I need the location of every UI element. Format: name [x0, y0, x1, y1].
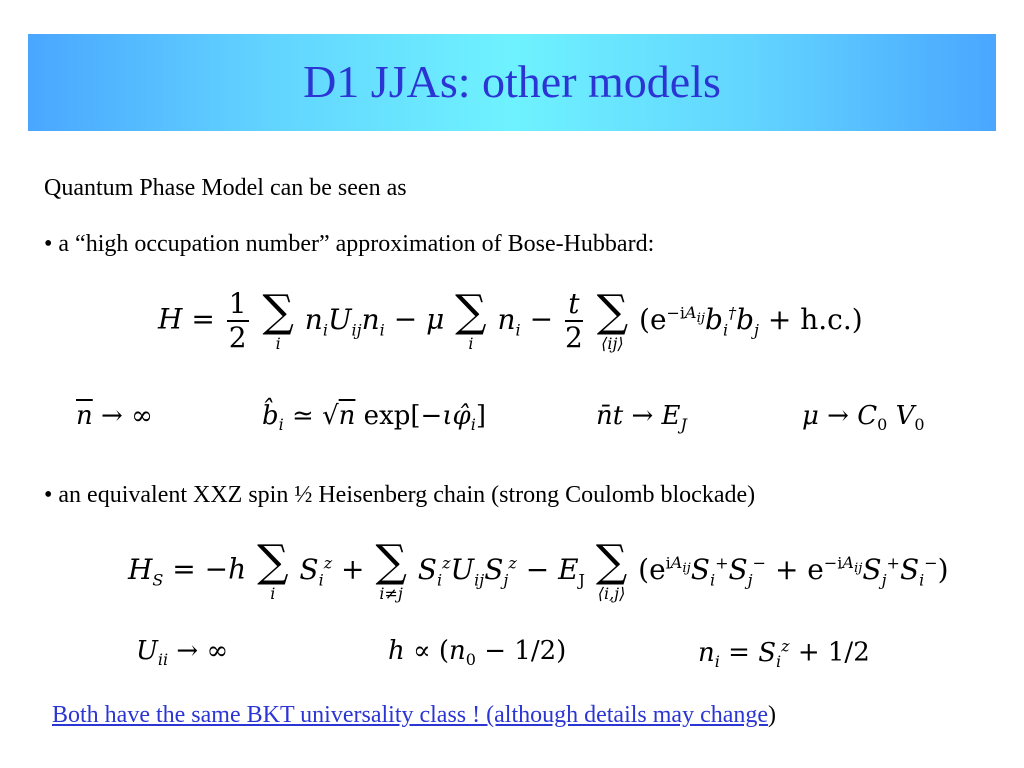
eq-hs-lhs: $H_S = -h$ [128, 552, 247, 590]
bullet-xxz: • an equivalent XXZ spin ½ Heisenberg chain (strong Coulomb blockade) [44, 482, 756, 508]
limit-uii-infinity: $U_{ii}$ → ∞ [136, 636, 229, 670]
term-zz: $S_i^zU_{ij}S_j^z - E_J$ [417, 552, 585, 590]
limit-b-operator: $b̂_i$ ≃ √n $\exp[-\iota\varphî_i]$ [262, 401, 487, 435]
bose-hubbard-equation [158, 288, 863, 354]
term-hopping: $(e^{-iA_{ij}}b_i^\dagger b_j + h.c.)$ [639, 302, 863, 340]
sum-i-2: ∑ i [455, 286, 487, 353]
footer-tail: ) [768, 702, 777, 728]
sum-ij-xxz: ∑ ⟨i,j⟩ [595, 536, 628, 603]
term-xy: $(e^{iA_{ij}}S_i^+S_j^- + e^{-iA_{ij}}S_j^+S_i^-)$ [638, 552, 949, 590]
limit-nt-ej: n̄t → $E_J$ [596, 401, 687, 435]
term-interaction: $n_iU_{ij}n_i - \mu$ [304, 302, 445, 340]
sum-i-neq-j: ∑ i≠j [375, 536, 407, 603]
sum-ij: ∑ ⟨ij⟩ [596, 286, 629, 353]
sum-i: ∑ i [262, 286, 294, 353]
frac-t-half: $\frac{t}{2}$ [564, 287, 583, 354]
bullet-bose-hubbard: • a “high occupation number” approximation of Bose-Hubbard: [44, 231, 655, 257]
limit-mu-c0v0: $\mu \to C_0$ $V_0$ [802, 401, 925, 435]
footer-underlined-text: Both have the same BKT universality class ! (although details may change [52, 702, 769, 728]
footer-conclusion [52, 702, 776, 729]
slide-title: D1 JJAs: other models [303, 56, 721, 107]
limit-n-infinity: $\overline{n}$ → ∞ [76, 401, 153, 431]
xxz-equation [128, 536, 949, 603]
limit-h-proportional: $h \propto (n_0 - 1/2)$ [388, 636, 567, 670]
term-field: $S_i^z$ + [299, 552, 365, 590]
sum-i-xxz: ∑ i [257, 536, 289, 603]
frac-one-half: $\frac{1}{2}$ [228, 287, 247, 354]
eq-h-lhs: H = [158, 302, 215, 336]
title-banner [28, 34, 996, 131]
limit-ni-sz: $n_i = S_i^z + 1/2$ [698, 636, 870, 671]
intro-text: Quantum Phase Model can be seen as [44, 175, 407, 201]
term-chemical: $n_i$ − [497, 302, 554, 340]
